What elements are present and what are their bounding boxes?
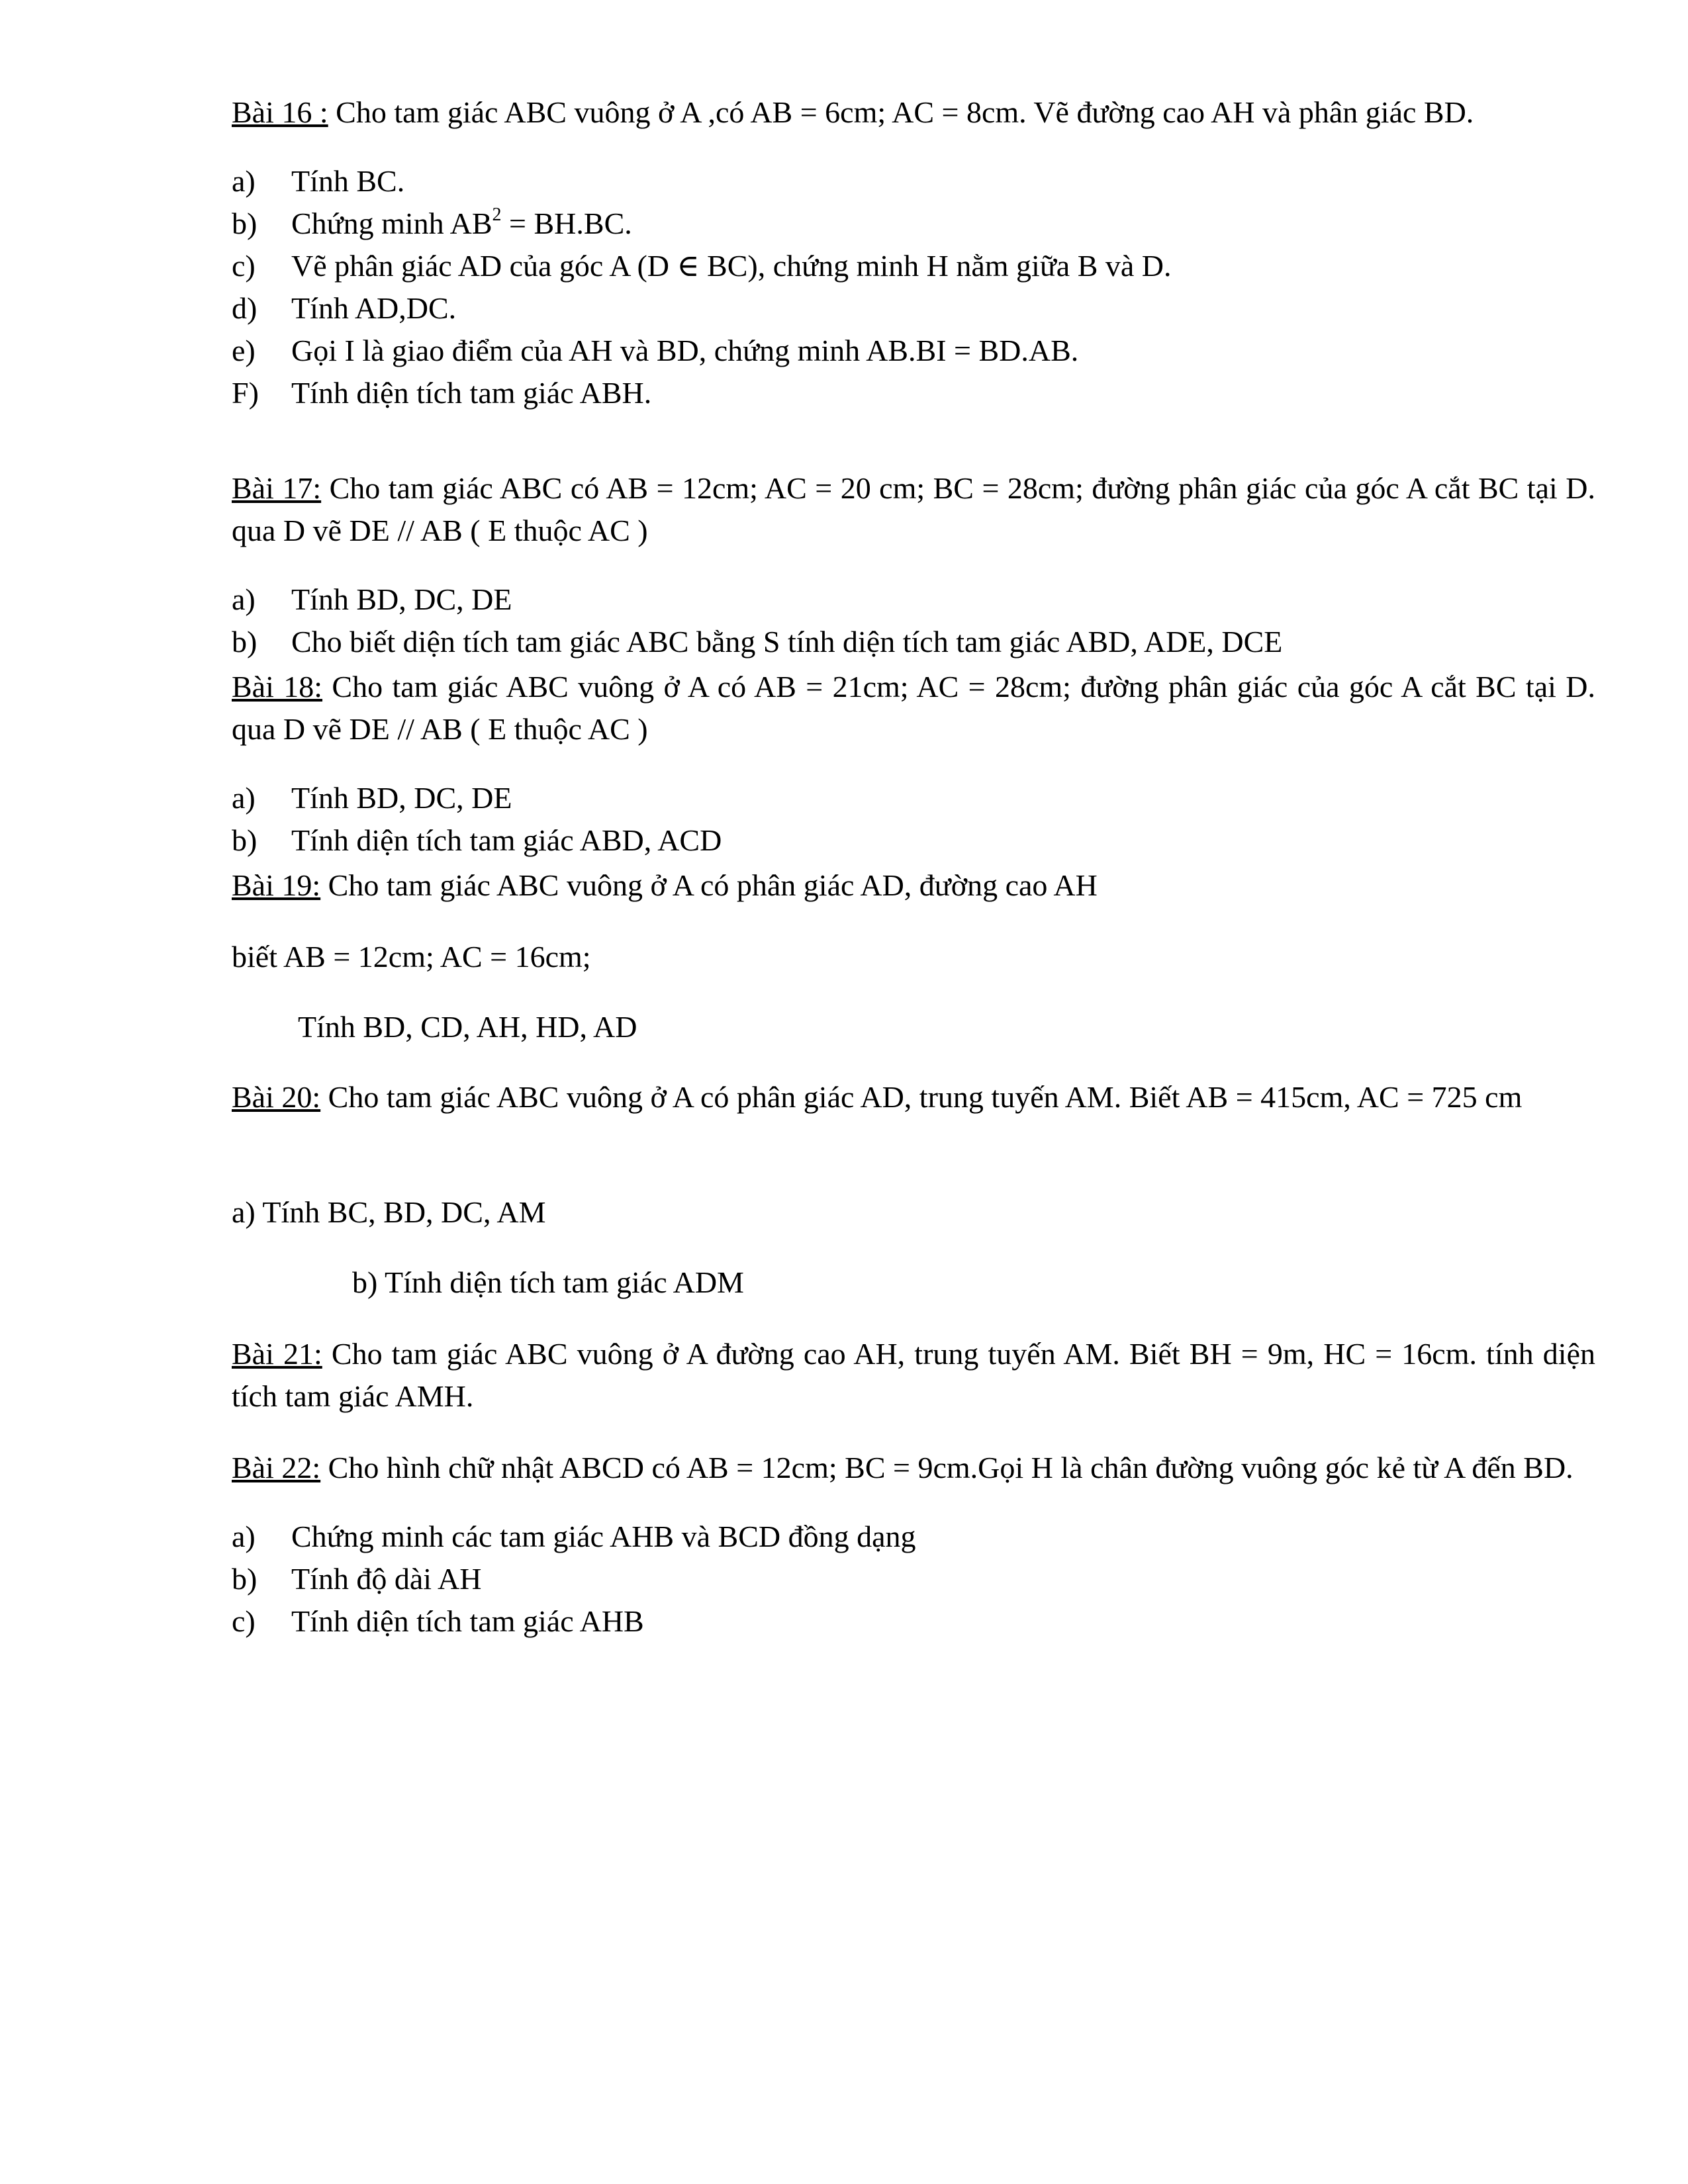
- item-text: Tính AD,DC.: [291, 291, 457, 325]
- bai22-text: Cho hình chữ nhật ABCD có AB = 12cm; BC = 9cm.Gọi H là chân đường vuông góc kẻ từ A đến BD.: [320, 1451, 1573, 1484]
- bai19-title: Bài 19:: [232, 868, 321, 902]
- item-label: c): [232, 249, 256, 283]
- item-text: Cho biết diện tích tam giác ABC bằng S tính diện tích tam giác ABD, ADE, DCE: [291, 625, 1283, 659]
- bai16-title: Bài 16 :: [232, 95, 328, 129]
- bai16-statement: [232, 91, 1595, 134]
- item-label: c): [232, 1604, 256, 1638]
- bai19-task: [298, 1006, 1595, 1048]
- bai17-text: Cho tam giác ABC có AB = 12cm; AC = 20 cm; BC = 28cm; đường phân giác của góc A cắt BC tại D. qua D vẽ DE // AB ( E thuộc AC ): [232, 471, 1595, 547]
- item-text: Tính BD, DC, DE: [291, 781, 512, 815]
- bai21-title: Bài 21:: [232, 1337, 322, 1371]
- bai20-part-b: [352, 1261, 1595, 1304]
- item-text: Tính độ dài AH: [291, 1562, 482, 1596]
- bai16-item-b: [232, 203, 1595, 245]
- superscript: 2: [492, 204, 502, 225]
- bai18-title: Bài 18:: [232, 670, 323, 704]
- bai16-item-e: [232, 330, 1595, 372]
- bai17-section: [232, 467, 1595, 663]
- bai17-item-b: [232, 621, 1595, 663]
- item-label: a): [232, 164, 256, 198]
- bai19-text: Cho tam giác ABC vuông ở A có phân giác AD, đường cao AH: [320, 868, 1098, 902]
- bai19-task-text: Tính BD, CD, AH, HD, AD: [298, 1010, 637, 1044]
- item-text-pre: Chứng minh AB: [291, 206, 492, 240]
- bai22-item-a: [232, 1516, 1595, 1558]
- bai17-item-a: [232, 578, 1595, 621]
- bai17-statement: [232, 467, 1595, 552]
- item-label: a): [232, 1520, 256, 1553]
- item-text: [291, 203, 1595, 245]
- item-label: a): [232, 781, 256, 815]
- item-text: Tính diện tích tam giác ABH.: [291, 376, 652, 410]
- item-text: Gọi I là giao điểm của AH và BD, chứng minh AB.BI = BD.AB.: [291, 334, 1079, 367]
- bai19-given-text: biết AB = 12cm; AC = 16cm;: [232, 940, 591, 974]
- bai18-section: [232, 666, 1595, 862]
- item-label: b): [232, 625, 258, 659]
- bai20-part-b-text: b) Tính diện tích tam giác ADM: [352, 1265, 744, 1299]
- bai16-item-f: [232, 372, 1595, 414]
- item-text: Chứng minh các tam giác AHB và BCD đồng dạng: [291, 1520, 916, 1553]
- bai20-part-a-text: a) Tính BC, BD, DC, AM: [232, 1195, 546, 1229]
- bai17-title: Bài 17:: [232, 471, 322, 505]
- item-label: b): [232, 206, 258, 240]
- bai18-text: Cho tam giác ABC vuông ở A có AB = 21cm; AC = 28cm; đường phân giác của góc A cắt BC tại D. qua D vẽ DE // AB ( E thuộc AC ): [232, 670, 1595, 746]
- bai16-text: Cho tam giác ABC vuông ở A ,có AB = 6cm; AC = 8cm. Vẽ đường cao AH và phân giác BD.: [328, 95, 1474, 129]
- item-text: Tính diện tích tam giác AHB: [291, 1604, 644, 1638]
- item-label: a): [232, 582, 256, 616]
- bai21-section: [232, 1333, 1595, 1418]
- bai20-section: [232, 1076, 1595, 1118]
- item-text-post: = BH.BC.: [501, 206, 632, 240]
- bai16-section: [232, 91, 1595, 414]
- bai16-item-d: [232, 287, 1595, 330]
- item-label: F): [232, 376, 259, 410]
- item-text: Vẽ phân giác AD của góc A (D ∈ BC), chứng minh H nằm giữa B và D.: [291, 249, 1172, 283]
- bai18-item-a: [232, 777, 1595, 819]
- bai20-part-a: [232, 1191, 1595, 1234]
- bai22-statement: [232, 1447, 1595, 1489]
- item-label: e): [232, 334, 256, 367]
- bai19-given: [232, 936, 1595, 978]
- item-text: Tính diện tích tam giác ABD, ACD: [291, 823, 722, 857]
- bai18-statement: [232, 666, 1595, 751]
- bai22-section: [232, 1447, 1595, 1643]
- item-text: Tính BD, DC, DE: [291, 582, 512, 616]
- bai22-item-b: [232, 1558, 1595, 1600]
- item-text: Tính BC.: [291, 164, 405, 198]
- item-label: d): [232, 291, 258, 325]
- item-label: b): [232, 823, 258, 857]
- item-label: b): [232, 1562, 258, 1596]
- bai20-title: Bài 20:: [232, 1080, 321, 1114]
- bai22-title: Bài 22:: [232, 1451, 321, 1484]
- bai16-item-a: [232, 160, 1595, 203]
- bai22-item-c: [232, 1600, 1595, 1643]
- bai20-text: Cho tam giác ABC vuông ở A có phân giác AD, trung tuyến AM. Biết AB = 415cm, AC = 725 cm: [320, 1080, 1523, 1114]
- bai19-section: [232, 864, 1595, 907]
- bai20-statement: [232, 1076, 1595, 1118]
- bai16-item-c: [232, 245, 1595, 287]
- bai21-statement: [232, 1333, 1595, 1418]
- bai18-item-b: [232, 819, 1595, 862]
- bai19-statement: [232, 864, 1595, 907]
- bai21-text: Cho tam giác ABC vuông ở A đường cao AH, trung tuyến AM. Biết BH = 9m, HC = 16cm. tính diện tích tam giác AMH.: [232, 1337, 1595, 1413]
